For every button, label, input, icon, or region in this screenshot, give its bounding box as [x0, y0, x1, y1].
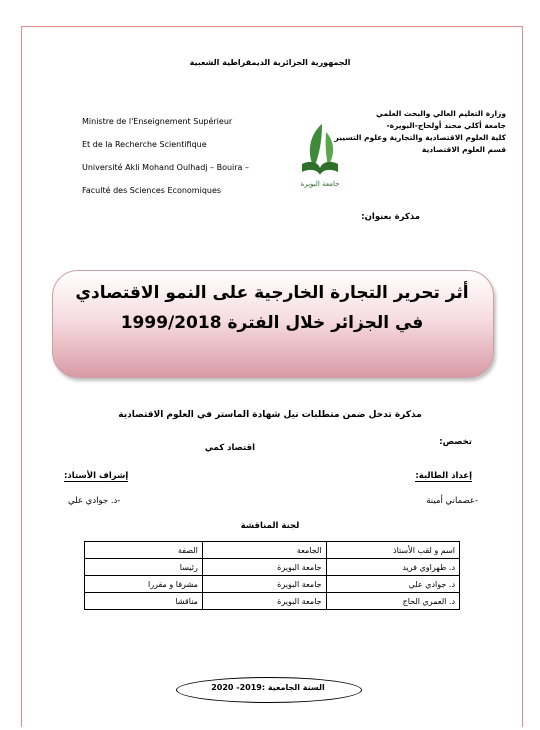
table-row	[85, 559, 460, 576]
committee-table	[84, 541, 460, 610]
french-research-line: Et de la Recherche Scientifique	[82, 140, 207, 149]
member-role: مناقشا	[85, 593, 203, 610]
logo-caption: جامعة البويرة	[300, 180, 340, 188]
table-header-row	[85, 542, 460, 559]
member-role: مشرفا و مقررا	[85, 576, 203, 593]
student-name: -عصماني أمينة	[426, 496, 478, 506]
republic-heading: الجمهورية الجزائرية الديمقراطية الشعبية	[189, 58, 351, 67]
french-university-line: Université Akli Mohand Oulhadj – Bouira –	[82, 163, 249, 172]
thesis-title-line2: في الجزائر خلال الفترة 1999/2018	[120, 313, 424, 333]
supervisor-label: إشراف الأستاذ:	[64, 471, 129, 481]
member-name: د. طهراوي فريد	[326, 559, 459, 576]
header-university: الجامعة	[202, 542, 326, 559]
member-role: رئيسا	[85, 559, 203, 576]
table-row	[85, 576, 460, 593]
french-ministry-line: Ministre de l'Enseignement Supérieur	[82, 117, 233, 126]
table-row	[85, 593, 460, 610]
arabic-department-line: قسم العلوم الاقتصادية	[421, 145, 506, 154]
member-university: جامعة البويرة	[202, 593, 326, 610]
academic-year: السنة الجامعية :2019- 2020	[211, 683, 325, 692]
supervisor-name: -د. جوادي علي	[68, 496, 121, 506]
member-name: د. العمري الحاج	[326, 593, 459, 610]
arabic-university-line: جامعة أكلي محند أولحاج-البويرة-	[386, 121, 506, 130]
arabic-faculty-line: كلية العلوم الاقتصادية والتجارية وعلوم التسيير	[334, 133, 506, 142]
thesis-subtitle: مذكرة تدخل ضمن متطلبات نيل شهادة الماستر في العلوم الاقتصادية	[118, 410, 422, 420]
thesis-title-line1: أثر تحرير التجارة الخارجية على النمو الاقتصادي	[75, 283, 469, 303]
logo-leaf-large	[310, 124, 322, 168]
memo-label: مذكرة بعنوان:	[361, 212, 420, 222]
committee-title: لجنة المناقشة	[240, 521, 300, 531]
member-university: جامعة البويرة	[202, 559, 326, 576]
arabic-ministry-line: وزارة التعليم العالي والبحث العلمي	[375, 109, 506, 118]
french-faculty-line: Faculté des Sciences Economiques	[82, 186, 222, 195]
french-institution-block	[82, 110, 302, 202]
header-role: الصفة	[85, 542, 203, 559]
prepared-by-label: إعداد الطالبة:	[415, 471, 472, 481]
member-university: جامعة البويرة	[202, 576, 326, 593]
header-name: اسم و لقب الأستاذ	[326, 542, 459, 559]
specialty-value: اقتصاد كمي	[204, 443, 255, 453]
arabic-institution-block	[326, 108, 506, 156]
specialty-label: تخصص:	[439, 437, 472, 447]
member-name: د. جوادي علي	[326, 576, 459, 593]
logo-book	[302, 162, 338, 175]
